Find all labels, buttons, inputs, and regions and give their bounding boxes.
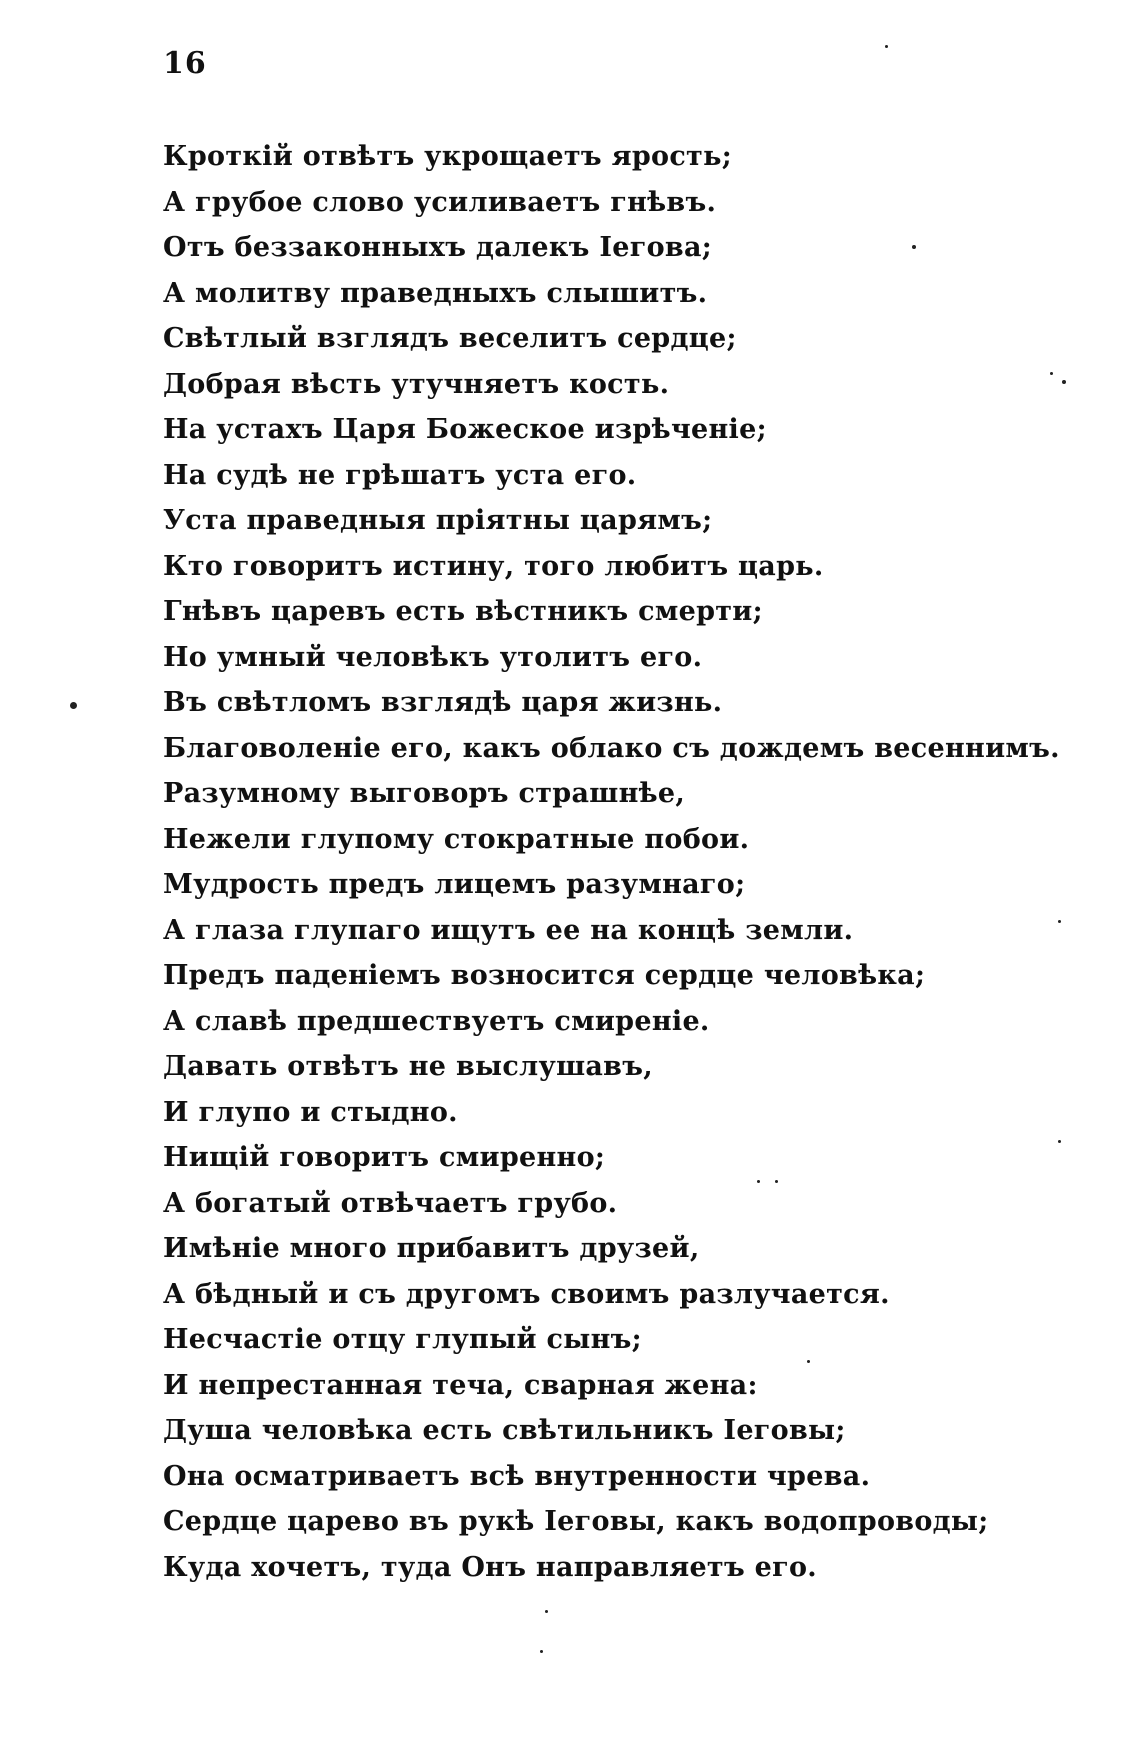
verse-line: А глаза глупаго ищутъ ее на концѣ земли.	[163, 914, 854, 946]
print-speck	[540, 1650, 543, 1653]
verse-line: На устахъ Царя Божеское изрѣченіе;	[163, 414, 767, 445]
verse-line: Нищій говоритъ смиренно;	[163, 1142, 606, 1173]
print-speck	[807, 1360, 810, 1363]
print-speck	[757, 1180, 760, 1183]
verse-list	[163, 134, 1060, 1590]
verse-line: А славѣ предшествуетъ смиреніе.	[163, 1005, 710, 1037]
verse-line: Свѣтлый взглядъ веселитъ сердце;	[163, 323, 737, 354]
print-speck	[1050, 372, 1053, 375]
print-speck	[545, 1610, 548, 1613]
verse-line: Несчастіе отцу глупый сынъ;	[163, 1324, 642, 1355]
print-speck	[1058, 920, 1061, 923]
verse-line: Сердце царево въ рукѣ Іеговы, какъ водопроводы;	[163, 1506, 989, 1537]
verse-line: Нежели глупому стократные побои.	[163, 823, 750, 855]
verse-line: И непрестанная теча, сварная жена:	[163, 1369, 758, 1401]
verse-line: Предъ паденіемъ возносится сердце человѣка;	[163, 960, 926, 991]
print-speck	[912, 245, 916, 249]
verse-line: На судѣ не грѣшатъ уста его.	[163, 459, 637, 491]
verse-line: Въ свѣтломъ взглядѣ царя жизнь.	[163, 687, 723, 718]
verse-line: Кроткій отвѣтъ укрощаетъ ярость;	[163, 141, 732, 172]
verse-line: Давать отвѣтъ не выслушавъ,	[163, 1051, 653, 1082]
verse-line: А бѣдный и съ другомъ своимъ разлучается.	[163, 1278, 890, 1310]
verse-line: А молитву праведныхъ слышитъ.	[163, 277, 708, 309]
print-speck	[1058, 1140, 1061, 1143]
verse-line: И глупо и стыдно.	[163, 1096, 458, 1128]
verse-line: Но умный человѣкъ утолитъ его.	[163, 641, 703, 673]
verse-line: Благоволеніе его, какъ облако съ дождемъ весеннимъ.	[163, 732, 1060, 764]
verse-line: Добрая вѣсть утучняетъ кость.	[163, 368, 670, 400]
verse-line: Кто говоритъ истину, того любитъ царь.	[163, 550, 824, 582]
verse-line: Мудрость предъ лицемъ разумнаго;	[163, 869, 746, 900]
print-speck	[70, 702, 77, 709]
print-speck	[775, 1180, 778, 1183]
page-number: 16	[163, 46, 207, 81]
verse-line: Отъ беззаконныхъ далекъ Іегова;	[163, 232, 713, 263]
verse-line: А богатый отвѣчаетъ грубо.	[163, 1187, 618, 1219]
verse-line: Уста праведныя пріятны царямъ;	[163, 505, 713, 536]
verse-line: А грубое слово усиливаетъ гнѣвъ.	[163, 186, 717, 218]
verse-line: Гнѣвъ царевъ есть вѣстникъ смерти;	[163, 596, 763, 627]
verse-line: Куда хочетъ, туда Онъ направляетъ его.	[163, 1551, 818, 1583]
verse-line: Она осматриваетъ всѣ внутренности чрева.	[163, 1460, 871, 1492]
verse-line: Душа человѣка есть свѣтильникъ Іеговы;	[163, 1415, 846, 1446]
verse-line: Разумному выговоръ страшнѣе,	[163, 778, 686, 809]
print-speck	[885, 45, 888, 48]
verse-line: Имѣніе много прибавитъ друзей,	[163, 1233, 700, 1264]
print-speck	[1062, 380, 1066, 384]
